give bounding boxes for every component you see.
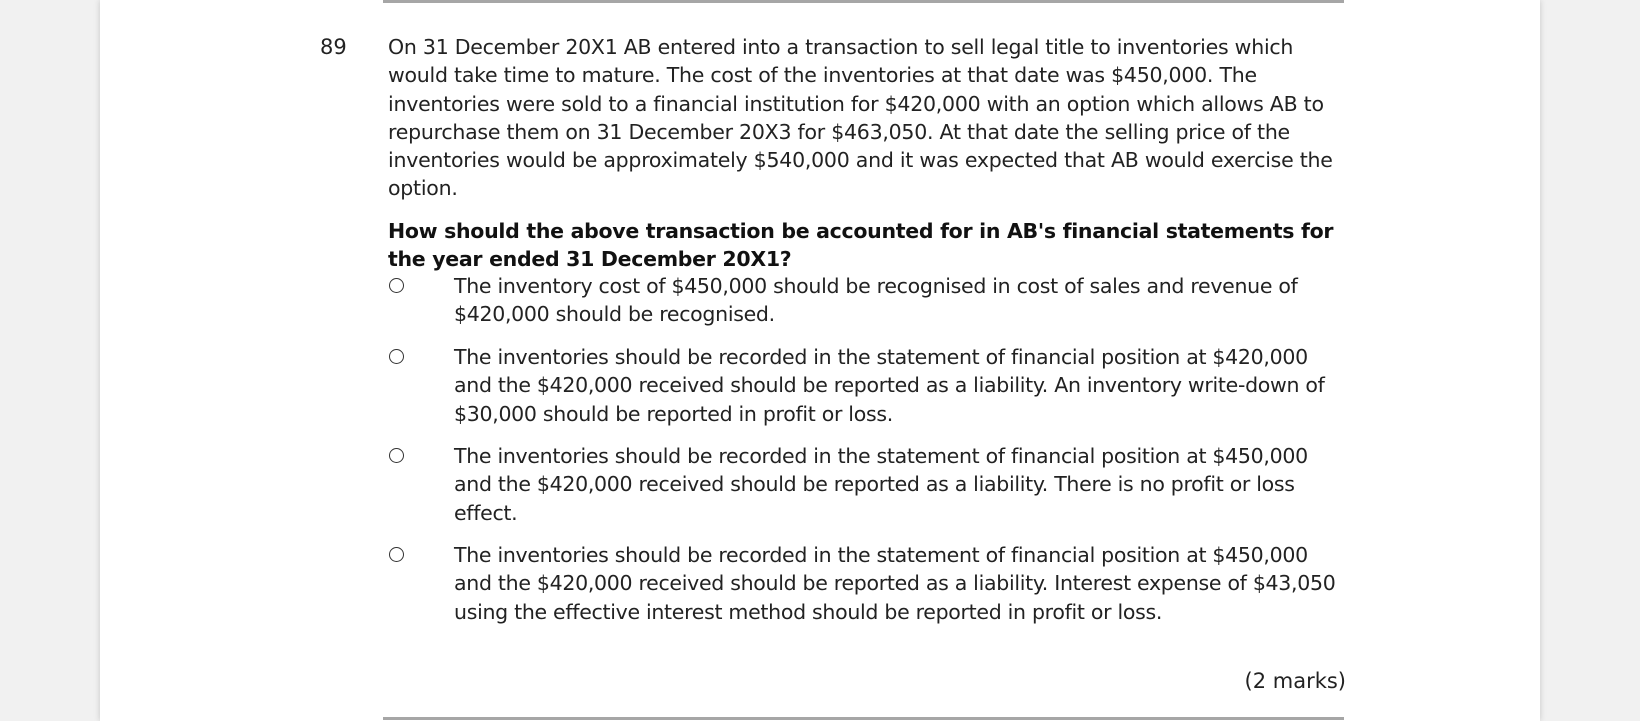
question-number: 89 — [320, 35, 347, 59]
marks-label: (2 marks) — [1244, 669, 1346, 693]
radio-button[interactable] — [389, 278, 404, 293]
option-text: The inventory cost of $450,000 should be recognised in cost of sales and revenue of $420,000 should be recognised. — [454, 274, 1298, 327]
radio-button[interactable] — [389, 349, 404, 364]
option-text: The inventories should be recorded in the statement of financial position at $450,000 and the $420,000 received should be reported as a liability. Interest expense of $43,050 using the effective interest method should be reported in profit or loss. — [454, 543, 1336, 624]
radio-button[interactable] — [389, 547, 404, 562]
top-divider — [383, 0, 1344, 3]
question-stem: On 31 December 20X1 AB entered into a transaction to sell legal title to inventories which would take time to mature. The cost of the inventories at that date was $450,000. The inventories were sold to a financial institution for $420,000 with an option which allows AB to repurchase them on 31 December 20X3 for $463,050. At that date the selling price of the inventories would be approximately $540,000 and it was expected that AB would exercise the option. — [388, 35, 1333, 201]
exam-page — [100, 0, 1540, 721]
bottom-divider — [383, 717, 1344, 720]
option-text: The inventories should be recorded in the statement of financial position at $420,000 and the $420,000 received should be reported as a liability. An inventory write-down of $30,000 should be reported in profit or loss. — [454, 345, 1325, 426]
radio-button[interactable] — [389, 448, 404, 463]
question-prompt: How should the above transaction be accounted for in AB's financial statements for the year ended 31 December 20X1? — [388, 219, 1334, 272]
option-text: The inventories should be recorded in the statement of financial position at $450,000 and the $420,000 received should be reported as a liability. There is no profit or loss effect. — [454, 444, 1308, 525]
